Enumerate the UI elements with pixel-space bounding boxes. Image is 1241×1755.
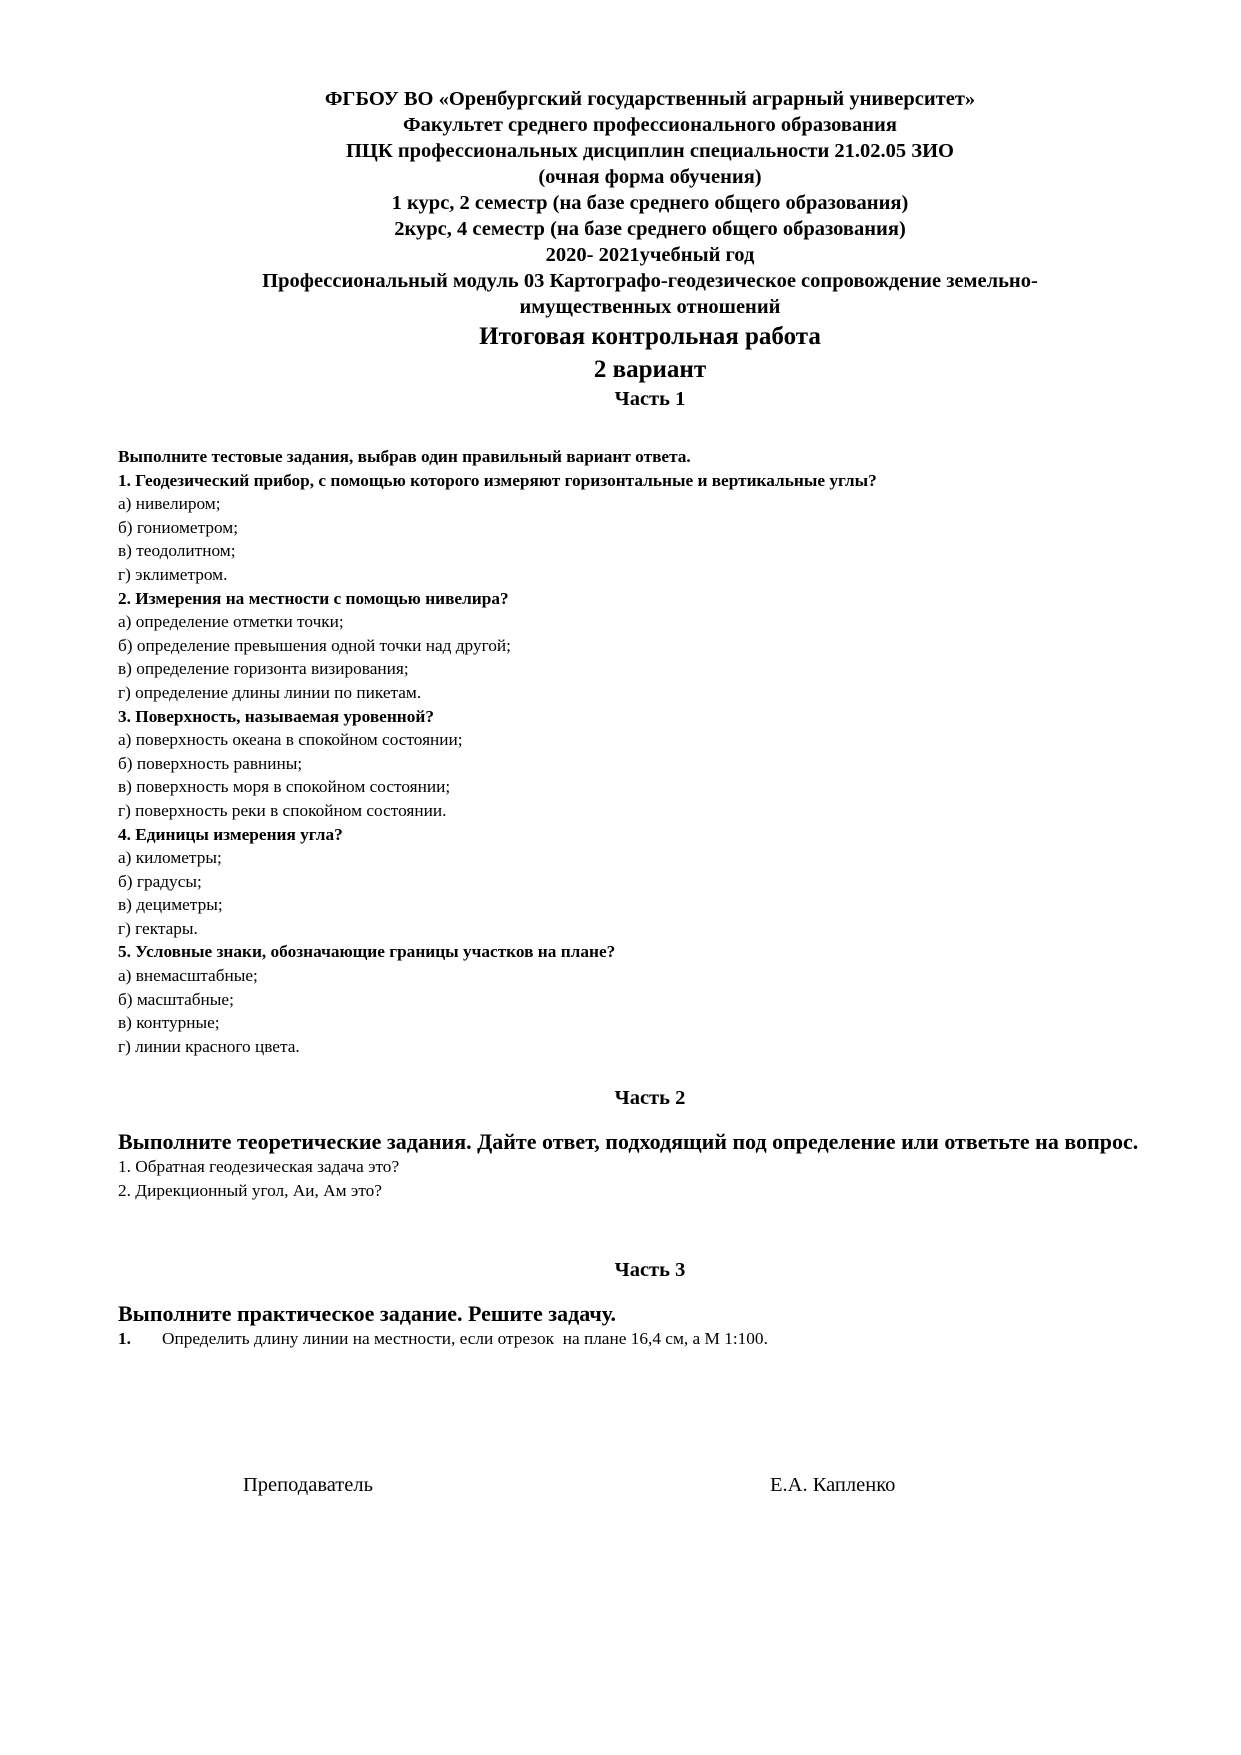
answer-option: б) определение превышения одной точки над другой;: [118, 635, 511, 655]
answer-option: г) поверхность реки в спокойном состоянии.: [118, 800, 447, 820]
answer-option: г) гектары.: [118, 918, 198, 938]
answer-option: в) дециметры;: [118, 895, 223, 915]
part1-section: [118, 445, 1182, 1058]
answer-option: б) масштабные;: [118, 989, 234, 1009]
part1-title: Часть 1: [614, 388, 686, 410]
question-text: 4. Единицы измерения угла?: [118, 824, 343, 844]
part3-section: [118, 1300, 1182, 1351]
question-text: 5. Условные знаки, обозначающие границы участков на плане?: [118, 942, 616, 962]
university-name: ФГБОУ ВО «Оренбургский государственный аграрный университет»: [324, 88, 976, 110]
answer-option: г) определение длины линии по пикетам.: [118, 682, 422, 702]
module-name-line-2: имущественных отношений: [519, 296, 781, 318]
answer-option: а) поверхность океана в спокойном состоянии;: [118, 730, 463, 750]
question-block: [118, 705, 1182, 823]
signature-role: Преподаватель: [243, 1474, 373, 1496]
answer-option: в) контурные;: [118, 1013, 220, 1033]
answer-option: г) линии красного цвета.: [118, 1036, 300, 1056]
document-header: [118, 86, 1182, 412]
part2-section: [118, 1128, 1182, 1202]
work-title: Итоговая контрольная работа: [479, 323, 821, 350]
department-name: ПЦК профессиональных дисциплин специальности 21.02.05 ЗИО: [345, 140, 955, 162]
faculty-name: Факультет среднего профессионального образования: [403, 114, 897, 136]
course-semester-2: 2курс, 4 семестр (на базе среднего общего образования): [394, 218, 906, 240]
answer-option: а) километры;: [118, 848, 222, 868]
answer-option: а) внемасштабные;: [118, 966, 258, 986]
question-text: 3. Поверхность, называемая уровенной?: [118, 706, 434, 726]
answer-option: г) эклиметром.: [118, 564, 228, 584]
question-text: 2. Измерения на местности с помощью нивелира?: [118, 588, 509, 608]
task-number: 1.: [118, 1329, 131, 1348]
part3-title: Часть 3: [614, 1259, 686, 1281]
theory-item: 1. Обратная геодезическая задача это?: [118, 1157, 400, 1176]
study-form: (очная форма обучения): [538, 166, 762, 188]
part2-instruction: Выполните теоретические задания. Дайте ответ, подходящий под определение или ответьте на вопрос.: [118, 1129, 1139, 1154]
signature-name: Е.А. Капленко: [770, 1474, 896, 1496]
answer-option: б) градусы;: [118, 871, 202, 891]
theory-item: 2. Дирекционный угол, Аи, Ам это?: [118, 1180, 382, 1200]
answer-option: в) теодолитном;: [118, 541, 236, 561]
part3-instruction: Выполните практическое задание. Решите задачу.: [118, 1301, 617, 1326]
answer-option: а) определение отметки точки;: [118, 612, 344, 632]
answer-option: а) нивелиром;: [118, 494, 221, 514]
practical-task: [118, 1327, 1182, 1351]
module-name-line-1: Профессиональный модуль 03 Картографо-геодезическое сопровождение земельно-: [262, 270, 1038, 292]
answer-option: б) гониометром;: [118, 517, 239, 537]
academic-year: 2020- 2021учебный год: [545, 244, 755, 266]
question-block: [118, 469, 1182, 587]
question-block: [118, 940, 1182, 1058]
course-semester-1: 1 курс, 2 семестр (на базе среднего общего образования): [391, 192, 909, 214]
variant-title: 2 вариант: [593, 356, 707, 383]
part1-instruction: Выполните тестовые задания, выбрав один правильный вариант ответа.: [118, 447, 691, 466]
question-block: [118, 823, 1182, 941]
answer-option: в) определение горизонта визирования;: [118, 659, 409, 679]
task-text: Определить длину линии на местности, если отрезок на плане 16,4 см, а М 1:100.: [162, 1329, 768, 1348]
answer-option: в) поверхность моря в спокойном состоянии;: [118, 777, 451, 797]
answer-option: б) поверхность равнины;: [118, 753, 303, 773]
question-block: [118, 587, 1182, 705]
part2-title: Часть 2: [614, 1087, 686, 1109]
question-text: 1. Геодезический прибор, с помощью которого измеряют горизонтальные и вертикальные углы?: [118, 470, 877, 490]
